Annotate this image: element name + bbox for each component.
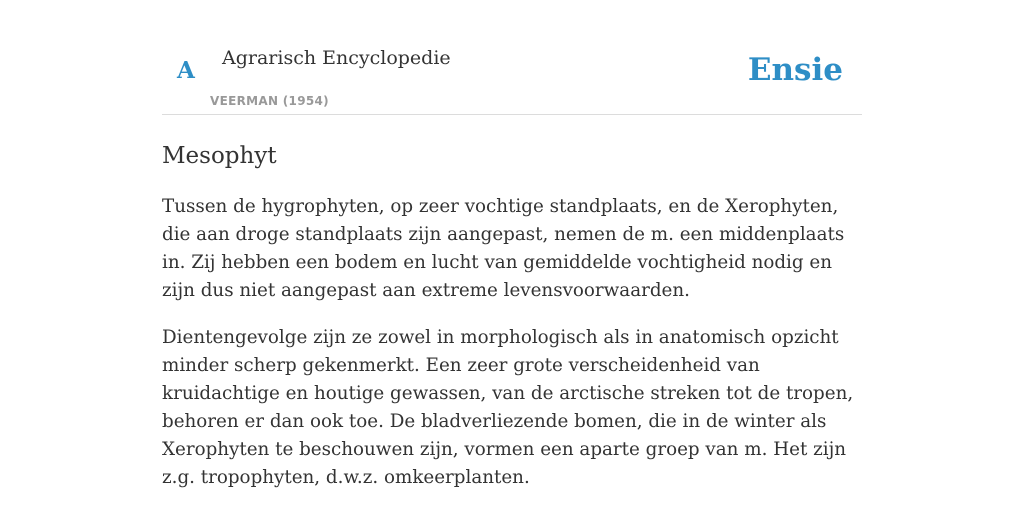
entry-paragraph: Dientengevolge zijn ze zowel in morphologisch als in anatomisch opzicht minder scherp gekenmerkt. Een zeer grote verscheidenheid van kruidachtige en houtige gewassen, van de arctische streken tot de tropen, behoren er dan ook toe. De bladverliezende bomen, die in de winter als Xerophyten te beschouwen zijn, vormen een aparte groep van m. Het zijn z.g. tropophyten, d.w.z. omkeerplanten. [162, 327, 854, 488]
letter-index-link[interactable]: A [177, 57, 195, 84]
ensie-logo-link[interactable]: Ensie [747, 52, 843, 88]
encyclopedia-title[interactable]: Agrarisch Encyclopedie [222, 47, 451, 69]
content-container [162, 0, 862, 511]
entry-title: Mesophyt [162, 143, 277, 169]
entry-body [162, 193, 862, 492]
encyclopedia-header [162, 0, 862, 115]
entry-paragraph: Tussen de hygrophyten, op zeer vochtige standplaats, en de Xerophyten, die aan droge standplaats zijn aangepast, nemen de m. een middenplaats in. Zij hebben een bodem en lucht van gemiddelde vochtigheid nodig en zijn dus niet aangepast aan extreme levensvoorwaarden. [162, 196, 845, 301]
encyclopedia-author-year: VEERMAN (1954) [210, 94, 329, 108]
